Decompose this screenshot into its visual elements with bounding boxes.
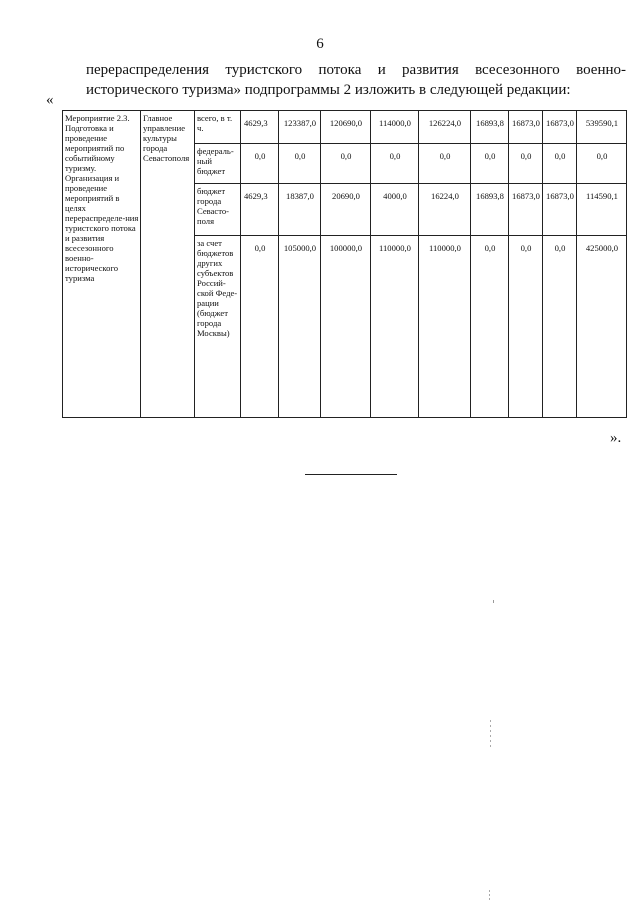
scan-artifact — [489, 890, 490, 900]
value-cell: 16893,8 — [471, 111, 509, 144]
value-cell: 0,0 — [279, 144, 321, 184]
value-cell: 110000,0 — [419, 236, 471, 418]
section-divider-line — [305, 474, 397, 475]
scan-artifact — [493, 600, 494, 603]
value-cell: 16873,0 — [509, 111, 543, 144]
value-cell: 539590,1 — [577, 111, 627, 144]
value-cell: 100000,0 — [321, 236, 371, 418]
page-number: 6 — [316, 36, 324, 52]
value-cell: 16873,0 — [543, 111, 577, 144]
value-cell: 0,0 — [321, 144, 371, 184]
activity-cell: Мероприятие 2.3. Подготовка и проведение мероприятий по событийному туризму. Организация и проведение мероприятий в целях перераспределе-ния туристского потока и развития всесезонного военно-исторического туризма — [63, 111, 141, 418]
intro-line-1: перераспределения туристского потока и развития всесезонного военно- — [86, 62, 626, 78]
value-cell: 0,0 — [577, 144, 627, 184]
value-cell: 120690,0 — [321, 111, 371, 144]
closing-quote-mark: ». — [610, 430, 622, 446]
value-cell: 0,0 — [543, 236, 577, 418]
value-cell: 16893,8 — [471, 184, 509, 236]
value-cell: 0,0 — [509, 236, 543, 418]
value-cell: 18387,0 — [279, 184, 321, 236]
value-cell: 425000,0 — [577, 236, 627, 418]
value-cell: 16873,0 — [543, 184, 577, 236]
value-cell: 4000,0 — [371, 184, 419, 236]
value-cell: 0,0 — [419, 144, 471, 184]
intro-line-2: исторического туризма» подпрограммы 2 изложить в следующей редакции: — [86, 82, 571, 98]
opening-quote-mark: « — [46, 92, 54, 108]
value-cell: 0,0 — [241, 236, 279, 418]
value-cell: 4629,3 — [241, 111, 279, 144]
source-cell: за счет бюджетов других субъектов Россий-ской Феде-рации (бюджет города Москвы) — [195, 236, 241, 418]
source-cell: всего, в т. ч. — [195, 111, 241, 144]
value-cell: 0,0 — [471, 144, 509, 184]
value-cell: 105000,0 — [279, 236, 321, 418]
value-cell: 0,0 — [543, 144, 577, 184]
value-cell: 123387,0 — [279, 111, 321, 144]
program-table — [62, 110, 627, 418]
intro-paragraph — [86, 60, 626, 100]
executor-cell: Главное управление культуры города Севастополя — [141, 111, 195, 418]
value-cell: 126224,0 — [419, 111, 471, 144]
value-cell: 20690,0 — [321, 184, 371, 236]
value-cell: 110000,0 — [371, 236, 419, 418]
source-cell: федераль-ный бюджет — [195, 144, 241, 184]
value-cell: 0,0 — [371, 144, 419, 184]
scan-artifact — [490, 720, 491, 750]
source-cell: бюджет города Севасто-поля — [195, 184, 241, 236]
value-cell: 16873,0 — [509, 184, 543, 236]
value-cell: 114590,1 — [577, 184, 627, 236]
value-cell: 0,0 — [509, 144, 543, 184]
value-cell: 114000,0 — [371, 111, 419, 144]
value-cell: 0,0 — [471, 236, 509, 418]
table-row-total — [63, 111, 627, 144]
value-cell: 0,0 — [241, 144, 279, 184]
value-cell: 16224,0 — [419, 184, 471, 236]
value-cell: 4629,3 — [241, 184, 279, 236]
